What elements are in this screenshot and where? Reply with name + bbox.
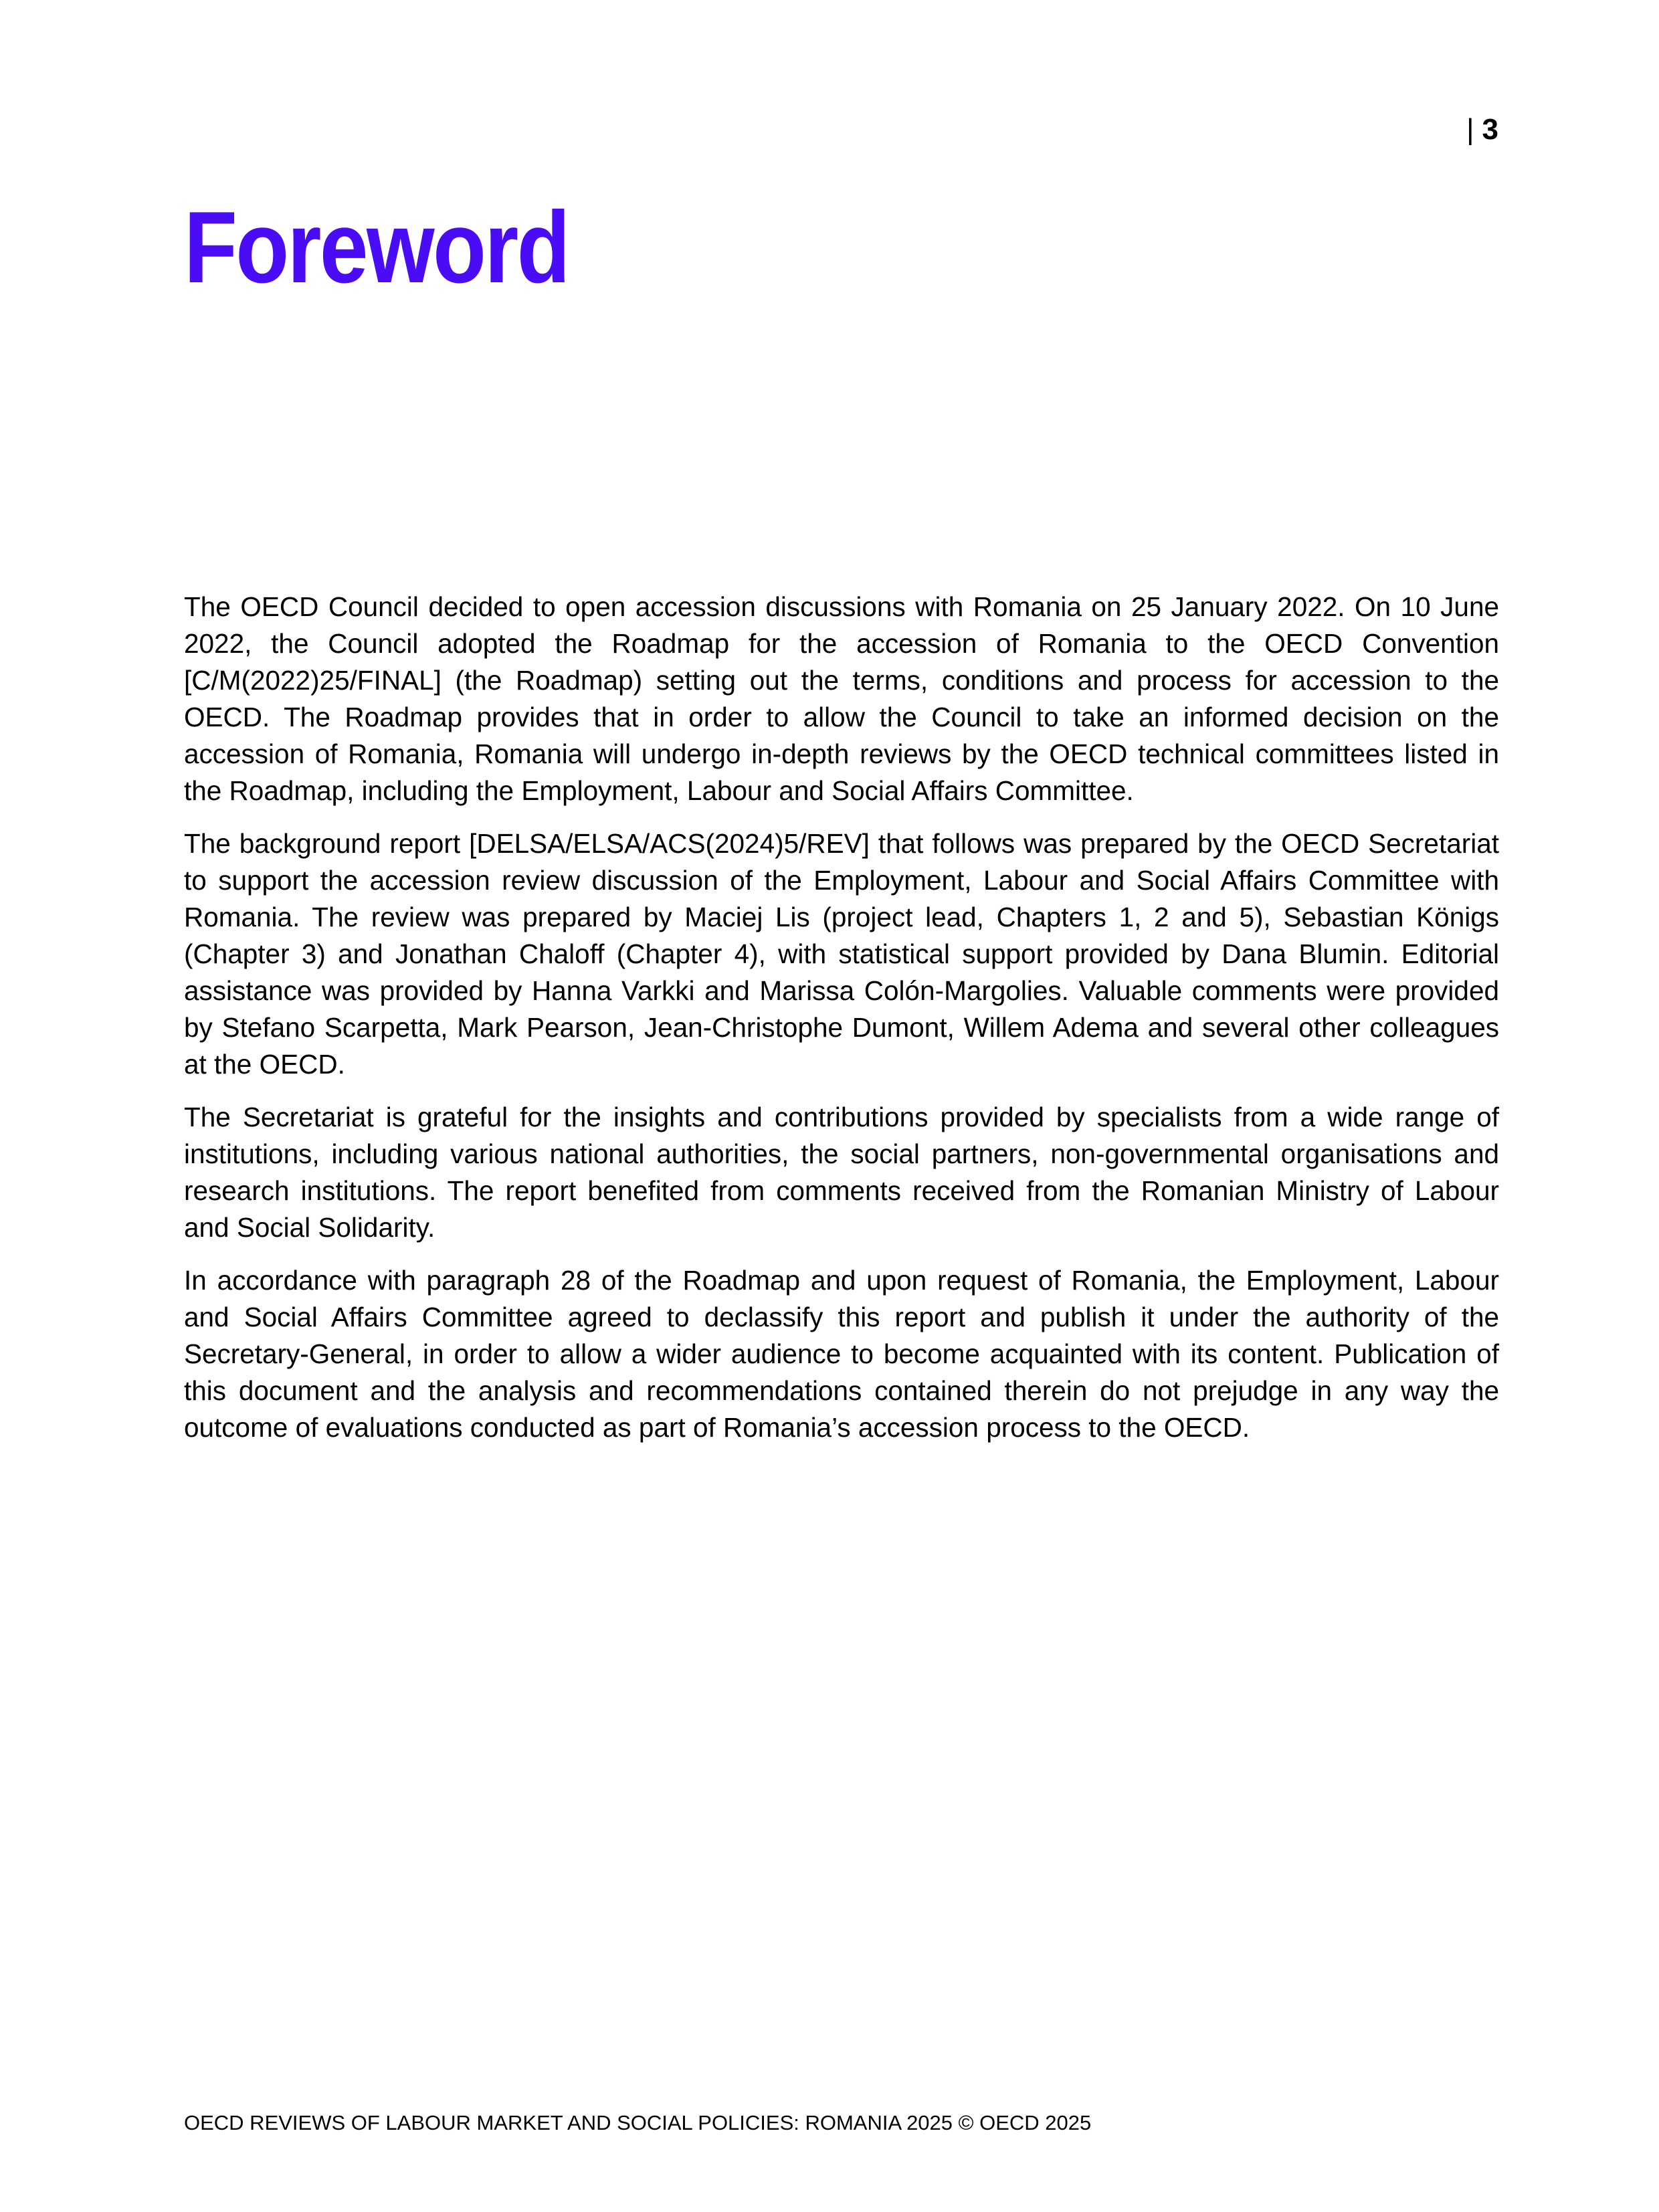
page-title: Foreword xyxy=(184,191,569,304)
page-number-separator: | xyxy=(1466,113,1474,146)
paragraph-background-report: The background report [DELSA/ELSA/ACS(2024)5/REV] that follows was prepared by the OECD Secretariat to support the accession review discussion of the Employment, Labour and Social Affairs Committee with Romania. The review was prepared by Maciej Lis (project lead, Chapters 1, 2 and 5), Sebastian Königs (Chapter 3) and Jonathan Chaloff (Chapter 4), with statistical support provided by Dana Blumin. Editorial assistance was provided by Hanna Varkki and Marissa Colón-Margolies. Valuable comments were provided by Stefano Scarpetta, Mark Pearson, Jean-Christophe Dumont, Willem Adema and several other colleagues at the OECD. xyxy=(184,828,1499,1080)
paragraph-declassification: In accordance with paragraph 28 of the Roadmap and upon request of Romania, the Employment, Labour and Social Affairs Committee agreed to declassify this report and publish it under the authority of the Secretary-General, in order to allow a wider audience to become acquainted with its content. Publication of this document and the analysis and recommendations contained therein do not prejudge in any way the outcome of evaluations conducted as part of Romania’s accession process to the OECD. xyxy=(184,1265,1499,1443)
paragraph-acknowledgements: The Secretariat is grateful for the insights and contributions provided by specialists from a wide range of institutions, including various national authorities, the social partners, non-governmental organisations and research institutions. The report benefited from comments received from the Romanian Ministry of Labour and Social Solidarity. xyxy=(184,1102,1499,1243)
page-number-value: 3 xyxy=(1482,113,1498,146)
page-number xyxy=(1466,112,1498,147)
page-footer: OECD REVIEWS OF LABOUR MARKET AND SOCIAL POLICIES: ROMANIA 2025 © OECD 2025 xyxy=(184,2111,1092,2134)
paragraph-accession-discussions: The OECD Council decided to open accession discussions with Romania on 25 January 2022. On 10 June 2022, the Council adopted the Roadmap for the accession of Romania to the OECD Convention [C/M(2022)25/FINAL] (the Roadmap) setting out the terms, conditions and process for accession to the OECD. The Roadmap provides that in order to allow the Council to take an informed decision on the accession of Romania, Romania will undergo in-depth reviews by the OECD technical committees listed in the Roadmap, including the Employment, Labour and Social Affairs Committee. xyxy=(184,591,1499,806)
foreword-body xyxy=(184,589,1499,1462)
